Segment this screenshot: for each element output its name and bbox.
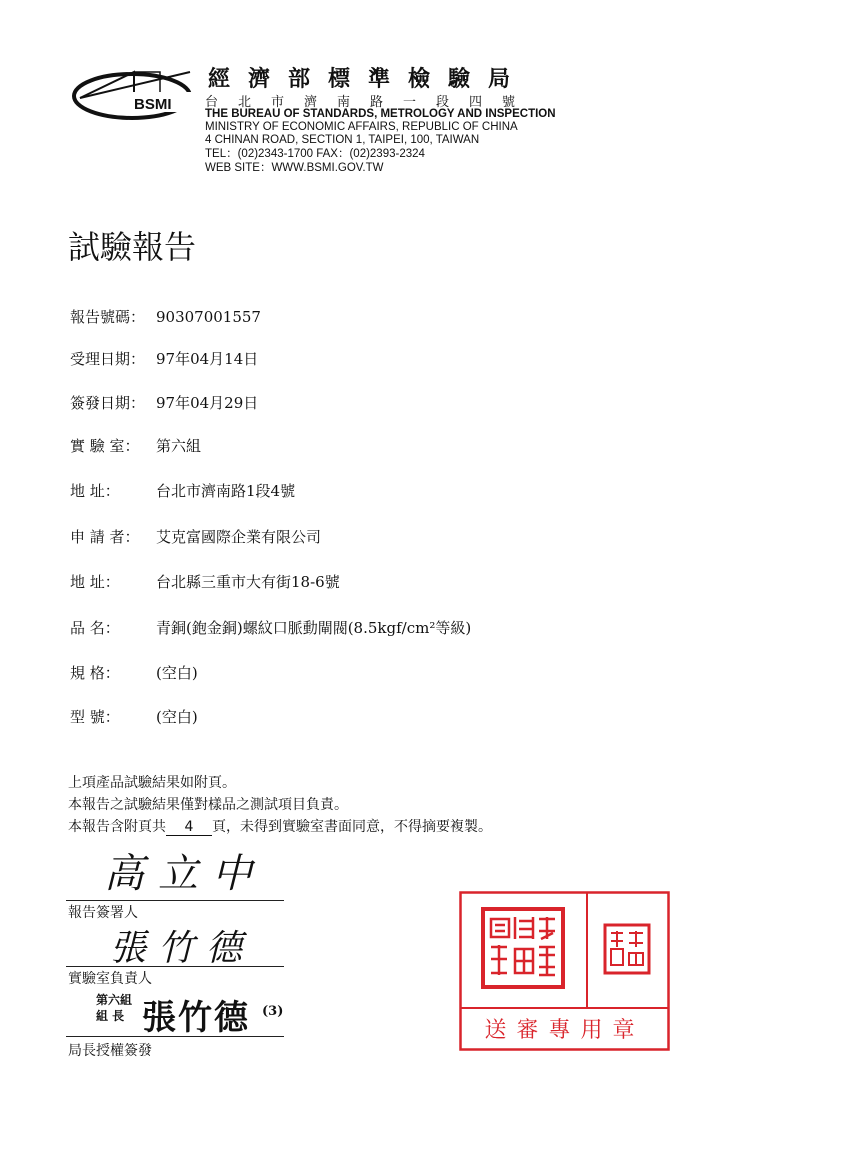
- field-applicant: [70, 526, 321, 547]
- bureau-address-en: 4 CHINAN ROAD, SECTION 1, TAIPEI, 100, TAIWAN: [205, 134, 480, 146]
- field-value: 97年04月29日: [156, 394, 259, 412]
- website: WEB SITE：WWW.BSMI.GOV.TW: [205, 162, 384, 174]
- field-label: 規 格：: [70, 664, 120, 682]
- field-specification: [70, 662, 198, 683]
- field-label: 地 址：: [70, 482, 120, 500]
- field-label: 申 請 者：: [70, 528, 140, 546]
- signature-lab-head: 張竹德: [110, 928, 255, 969]
- signature-report-signer: 高立中: [104, 851, 266, 897]
- field-value: 97年04月14日: [156, 350, 259, 368]
- note-line-2: 本報告之試驗結果僅對樣品之測試項目負責。: [68, 797, 348, 813]
- seal-group: 第六組: [96, 993, 133, 1007]
- ministry-name-en: MINISTRY OF ECONOMIC AFFAIRS, REPUBLIC OF CHINA: [205, 121, 518, 133]
- field-received-date: [70, 348, 258, 369]
- bsmi-logo: [70, 64, 198, 128]
- document-title: 試驗報告: [68, 228, 197, 266]
- field-value: (空白): [156, 664, 198, 682]
- signature-line: [66, 1036, 284, 1037]
- field-model: [70, 706, 198, 727]
- tel-fax: TEL：(02)2343-1700 FAX：(02)2393-2324: [205, 148, 425, 160]
- field-laboratory: [70, 435, 201, 456]
- signature-line: [66, 966, 284, 967]
- note-line-1: 上項產品試驗結果如附頁。: [68, 775, 236, 791]
- field-value: 艾克富國際企業有限公司: [156, 528, 322, 546]
- signer2-label: 實驗室負責人: [68, 971, 152, 987]
- note-line-3: [68, 816, 492, 836]
- note-suffix: 頁，未得到實驗室書面同意，不得摘要複製。: [212, 819, 492, 835]
- seal-group-title: [96, 992, 132, 1024]
- field-label: 報告號碼：: [70, 308, 146, 326]
- review-stamp: [459, 891, 670, 1051]
- field-value: 第六組: [156, 437, 202, 455]
- field-label: 實 驗 室：: [70, 437, 140, 455]
- field-lab-address: [70, 480, 295, 501]
- field-product-name: [70, 617, 471, 638]
- seal-signature: 張竹德: [142, 998, 250, 1038]
- field-value: 青銅(鉋金銅)螺紋口脈動閘閥(8.5kgf/cm²等級): [156, 619, 472, 637]
- note-prefix: 本報告含附頁共: [68, 819, 166, 835]
- field-value: 90307001557: [156, 308, 261, 326]
- signer3-label: 局長授權簽發: [68, 1043, 152, 1059]
- page-count: 4: [166, 819, 212, 836]
- signature-line: [66, 900, 284, 901]
- field-label: 地 址：: [70, 573, 120, 591]
- seal-title: 組 長: [96, 1009, 125, 1023]
- bureau-address-cn: 台北市濟南路一段四號: [205, 95, 536, 110]
- logo-text: BSMI: [134, 96, 172, 113]
- field-label: 型 號：: [70, 708, 120, 726]
- field-report-number: [70, 306, 261, 327]
- field-issue-date: [70, 392, 258, 413]
- signer1-label: 報告簽署人: [68, 905, 138, 921]
- field-value: 台北市濟南路1段4號: [156, 482, 296, 500]
- field-label: 受理日期：: [70, 350, 146, 368]
- stamp-text: 送審專用章: [484, 1018, 645, 1043]
- field-value: 台北縣三重市大有街18-6號: [156, 573, 340, 591]
- field-label: 簽發日期：: [70, 394, 146, 412]
- bureau-name-cn: 經濟部標準檢驗局: [208, 66, 529, 92]
- seal-suffix: (3): [262, 1004, 284, 1019]
- bureau-name-en: THE BUREAU OF STANDARDS, METROLOGY AND INSPECTION: [205, 108, 556, 120]
- field-value: (空白): [156, 708, 198, 726]
- field-label: 品 名：: [70, 619, 120, 637]
- field-applicant-address: [70, 571, 340, 592]
